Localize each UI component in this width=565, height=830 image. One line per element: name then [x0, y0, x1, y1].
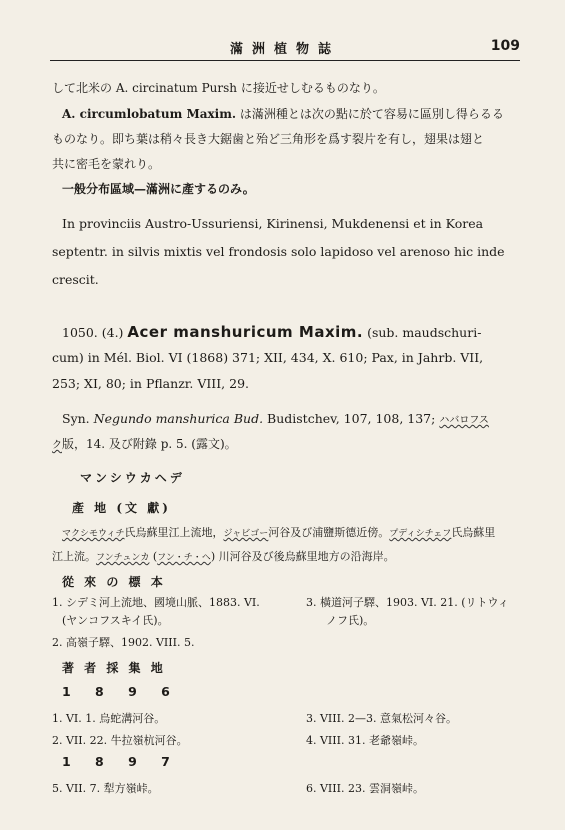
specimen-entry: 3. 橫道河子驛、1903. VI. 21. (リトウィ	[306, 596, 509, 609]
species-number: 1050. (4.)	[62, 325, 128, 340]
text-line-2	[62, 102, 520, 127]
text-line-4: 共に密毛を蒙れり。	[52, 157, 161, 171]
page-header	[50, 38, 520, 58]
text-line-2-rest: は滿洲種とは次の點に於て容易に區別し得らるる	[236, 107, 504, 121]
locality-2b: ) 川河谷及び後烏蘇里地方の沿海岸。	[210, 550, 395, 563]
locality-1a: 氏烏蘇里江上流地，	[124, 526, 224, 539]
locality-line-2	[52, 545, 520, 571]
species-name-circumlobatum: A. circumlobatum Maxim.	[62, 107, 237, 121]
synonym-place-kana: ハバロフス	[439, 415, 489, 426]
synonym-place-kana-end: ク	[52, 440, 62, 451]
synonym-line-2-rest: 版，14. 及び附錄 p. 5. (露文)。	[62, 437, 237, 451]
collection-entry: 6. VIII. 23. 雲洞嶺峠。	[306, 782, 424, 795]
specimen-entry: (ヤンコフスキイ氏)。	[62, 614, 169, 627]
collection-entry: 5. VII. 7. 犁方嶺峠。	[52, 782, 159, 795]
collector-maximowicz: マクシモウィチ	[62, 529, 125, 539]
citation-line-1: cum) in Mél. Biol. VI (1868) 371; XII, 434, X. 610; Pax, in Jahrb. VII,	[52, 350, 484, 365]
synonym-refs: Budistchev, 107, 108, 137;	[263, 411, 440, 426]
place-kana-3: フン・チ・ヘ	[157, 553, 211, 563]
species-heading-rest: (sub. maudschuri-	[363, 325, 482, 340]
specimen-entry: ノフ氏)。	[326, 614, 375, 627]
citation-line-2: 253; XI, 80; in Pflanzr. VIII, 29.	[52, 376, 249, 391]
specimen-entry: 1. シデミ河上流地、國境山脈、1883. VI.	[52, 596, 260, 609]
text-line-3: ものなり。即ち葉は稍々長き大鋸歯と殆ど三角形を爲す裂片を有し，翅果は翅と	[52, 132, 485, 146]
latin-line-3: crescit.	[52, 272, 99, 287]
locality-1c: 氏烏蘇里	[451, 526, 496, 539]
collector-budistchev: プディシチェフ	[389, 529, 452, 539]
place-kana-1: ジャビゴー	[223, 529, 269, 539]
locality-heading: 產 地 (文 獻)	[72, 501, 171, 515]
synonym-name: Negundo manshurica Bud.	[93, 411, 264, 426]
syn-label: Syn.	[62, 411, 94, 426]
year-1896: 1 8 9 6	[62, 684, 180, 699]
collection-entry: 1. VI. 1. 烏蛇溝河谷。	[52, 712, 166, 725]
place-kana-2: フンチュンカ	[96, 553, 150, 563]
locality-2a: 江上流。	[52, 550, 96, 563]
distribution-heading: 一般分布區域—滿洲に產するのみ。	[62, 182, 255, 196]
synonym-line	[62, 407, 530, 434]
species-heading	[62, 320, 530, 346]
header-rule	[50, 60, 520, 61]
text-line-1: して北米の A. circinatum Pursh に接近せしむるものなり。	[52, 81, 385, 95]
species-name-acer-manshuricum: Acer manshuricum Maxim.	[127, 323, 364, 341]
specimen-entry: 2. 高嶺子驛、1902. VIII. 5.	[52, 636, 195, 649]
locality-2-open: (	[149, 550, 158, 563]
running-title: 滿洲植物誌	[229, 42, 340, 57]
author-collections-heading: 著 者 採 集 地	[62, 661, 166, 675]
previous-specimens-heading: 從 來 の 標 本	[62, 575, 166, 589]
latin-line-2: septentr. in silvis mixtis vel frondosis solo lapidoso vel arenoso hic inde	[52, 244, 505, 259]
page-number: 109	[490, 38, 520, 54]
locality-line-1	[62, 521, 530, 547]
collection-entry: 3. VIII. 2—3. 意氣松河々谷。	[306, 712, 457, 725]
latin-line-1: In provinciis Austro-Ussuriensi, Kirinensi, Mukdenensi et in Korea	[62, 216, 484, 231]
year-1897: 1 8 9 7	[62, 754, 180, 769]
japanese-name: マンシウカヘデ	[80, 471, 185, 485]
collection-entry: 4. VIII. 31. 老爺嶺峠。	[306, 734, 424, 747]
locality-1b: 河谷及び浦鹽斯德近傍。	[268, 526, 390, 539]
collection-entry: 2. VII. 22. 牛拉嶺杭河谷。	[52, 734, 188, 747]
synonym-line-2	[52, 432, 520, 459]
